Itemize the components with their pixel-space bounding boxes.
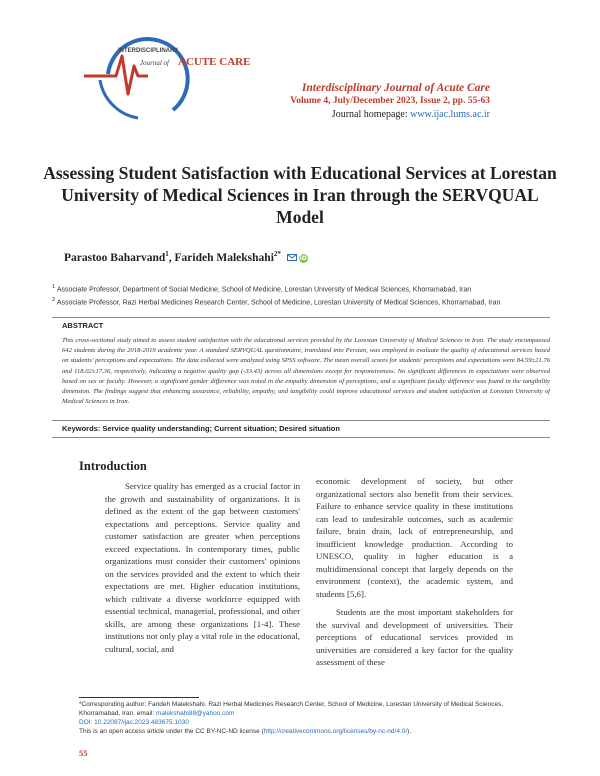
paragraph: Service quality has emerged as a crucial factor in the growth and sustainability of organizations. It is defined as the extent of the gap between customers' expectations and perceptions. Service quality and customer satisfaction are greater when perceptions exceed expectations. In contemporary times, public organizations must consider their customers' opinions on the services provided and the extent to which their expectations are met. Higher education institutions, which cultivate a diverse workforce equipped with essential technical, managerial, professional, and other skills, are among these organizations [1-4]. These institutions not only play a vital role in the educational, cultural, social, and <box>105 481 300 654</box>
paragraph: Students are the most important stakeholders for the survival and development of universities. Their perceptions of educational services provided in universities are considered a key factor for the quality assessment of these <box>316 607 513 667</box>
homepage-link[interactable]: www.ijac.lums.ac.ir <box>410 109 490 120</box>
author-1-sup: 1 <box>165 250 169 258</box>
mail-icon[interactable] <box>287 252 297 264</box>
author-2: Farideh Malekshahi <box>174 251 274 264</box>
paragraph: economic development of society, but other organizational sectors also benefit from their services. Failure to enhance service quality in these institutions can lead to undesirable outcomes, such as academic failure, brain drain, lack of entrepreneurship, and insufficient knowledge production. According to UNESCO, quality in higher education is a multidimensional concept that largely depends on the environment (context), the academic system, and students [5,6]. <box>316 476 513 599</box>
divider <box>52 437 550 438</box>
license-suffix: ). <box>407 728 412 735</box>
page-number: 55 <box>79 748 88 758</box>
author-1: Parastoo Baharvand <box>64 251 166 264</box>
divider <box>52 420 550 421</box>
author-line <box>64 250 308 264</box>
article-title: Assessing Student Satisfaction with Educational Services at Lorestan University of Medical Sciences in Iran through the SERVQUAL Model <box>43 163 557 227</box>
divider <box>52 317 550 318</box>
body-column-right <box>316 475 513 675</box>
homepage-label: Journal homepage: <box>331 109 411 120</box>
abstract-heading: ABSTRACT <box>62 321 104 330</box>
affiliation-1-sup: 1 <box>52 284 56 290</box>
corresponding-author <box>79 700 529 718</box>
body-column-left <box>105 480 300 661</box>
affiliations <box>52 282 552 309</box>
doi-link[interactable]: DOI: 10.22087/ijac.2023.483675.1030 <box>79 719 189 726</box>
affiliation-2-text: Associate Professor, Razi Herbal Medicines Research Center, School of Medicine, Lorestan University of Medical Sciences, Khorramabad, Iran <box>56 299 501 307</box>
journal-title: Interdisciplinary Journal of Acute Care <box>301 82 490 94</box>
email-link[interactable]: malekshahi89@yahoo.com <box>155 710 235 717</box>
logo-top-text: INTERDISCIPLINARY <box>118 48 179 54</box>
journal-logo <box>78 22 256 126</box>
corresponding-author-text: *Corresponding author: Farideh Malekshahi. Razi Herbal Medicines Research Center, School of Medicine, Lorestan University of Medical Sciences, Khorramabad, Iran. email: <box>79 701 504 717</box>
license-prefix: This is an open access article under the CC BY-NC-ND license ( <box>79 728 264 735</box>
author-separator: , <box>168 251 175 264</box>
journal-volume: Volume 4, July/December 2023, Issue 2, pp. 55-63 <box>290 96 490 106</box>
journal-header <box>290 82 490 121</box>
author-2-sup: 2* <box>273 250 281 258</box>
orcid-icon[interactable]: iD <box>299 254 307 262</box>
license-link[interactable]: http://creativecommons.org/licenses/by-nc-nd/4.0/ <box>263 728 408 735</box>
license-line <box>79 727 529 736</box>
footnote <box>79 700 529 736</box>
section-heading-introduction: Introduction <box>79 459 147 473</box>
keywords: Keywords: Service quality understanding; Current situation; Desired situation <box>62 424 340 433</box>
affiliation-2 <box>52 295 552 308</box>
abstract-text: This cross-sectional study aimed to assess student satisfaction with the educational services provided by the Lorestan University of Medical Sciences in Iran. The study encompassed 642 students during the 2018-2019 academic year. A standard SERVQUAL questionnaire, translated into Persian, was employed to evaluate the quality of educational services based on students' perceptions and expectations. The data collected were analyzed using SPSS software. The mean overall scores for students' perceptions and expectations were 84.59±21.76 and 118.02±17.36, respectively, indicating a negative quality gap (-33.43) across all dimensions except for responsiveness. No significant differences in expectations were observed based on sex or faculty. However, a significant gender difference was noted in the empathy dimension of perceptions, and a significant faculty difference was found in the tangibility dimension. The findings suggest that enhancing assurance, reliability, empathy, and tangibility could improve educational services and student satisfaction at Lorestan University of Medical Sciences in Iran. <box>62 337 550 406</box>
affiliation-1 <box>52 282 552 295</box>
journal-homepage <box>290 108 490 121</box>
affiliation-2-sup: 2 <box>52 297 56 304</box>
logo-graphic <box>78 22 256 126</box>
footnote-divider <box>79 697 199 698</box>
logo-main-text: ACUTE CARE <box>178 56 251 68</box>
logo-sub-text: Journal of <box>140 59 169 67</box>
affiliation-1-text: Associate Professor, Department of Social Medicine, School of Medicine, Lorestan University of Medical Sciences, Khorramabad, Iran <box>56 286 472 294</box>
